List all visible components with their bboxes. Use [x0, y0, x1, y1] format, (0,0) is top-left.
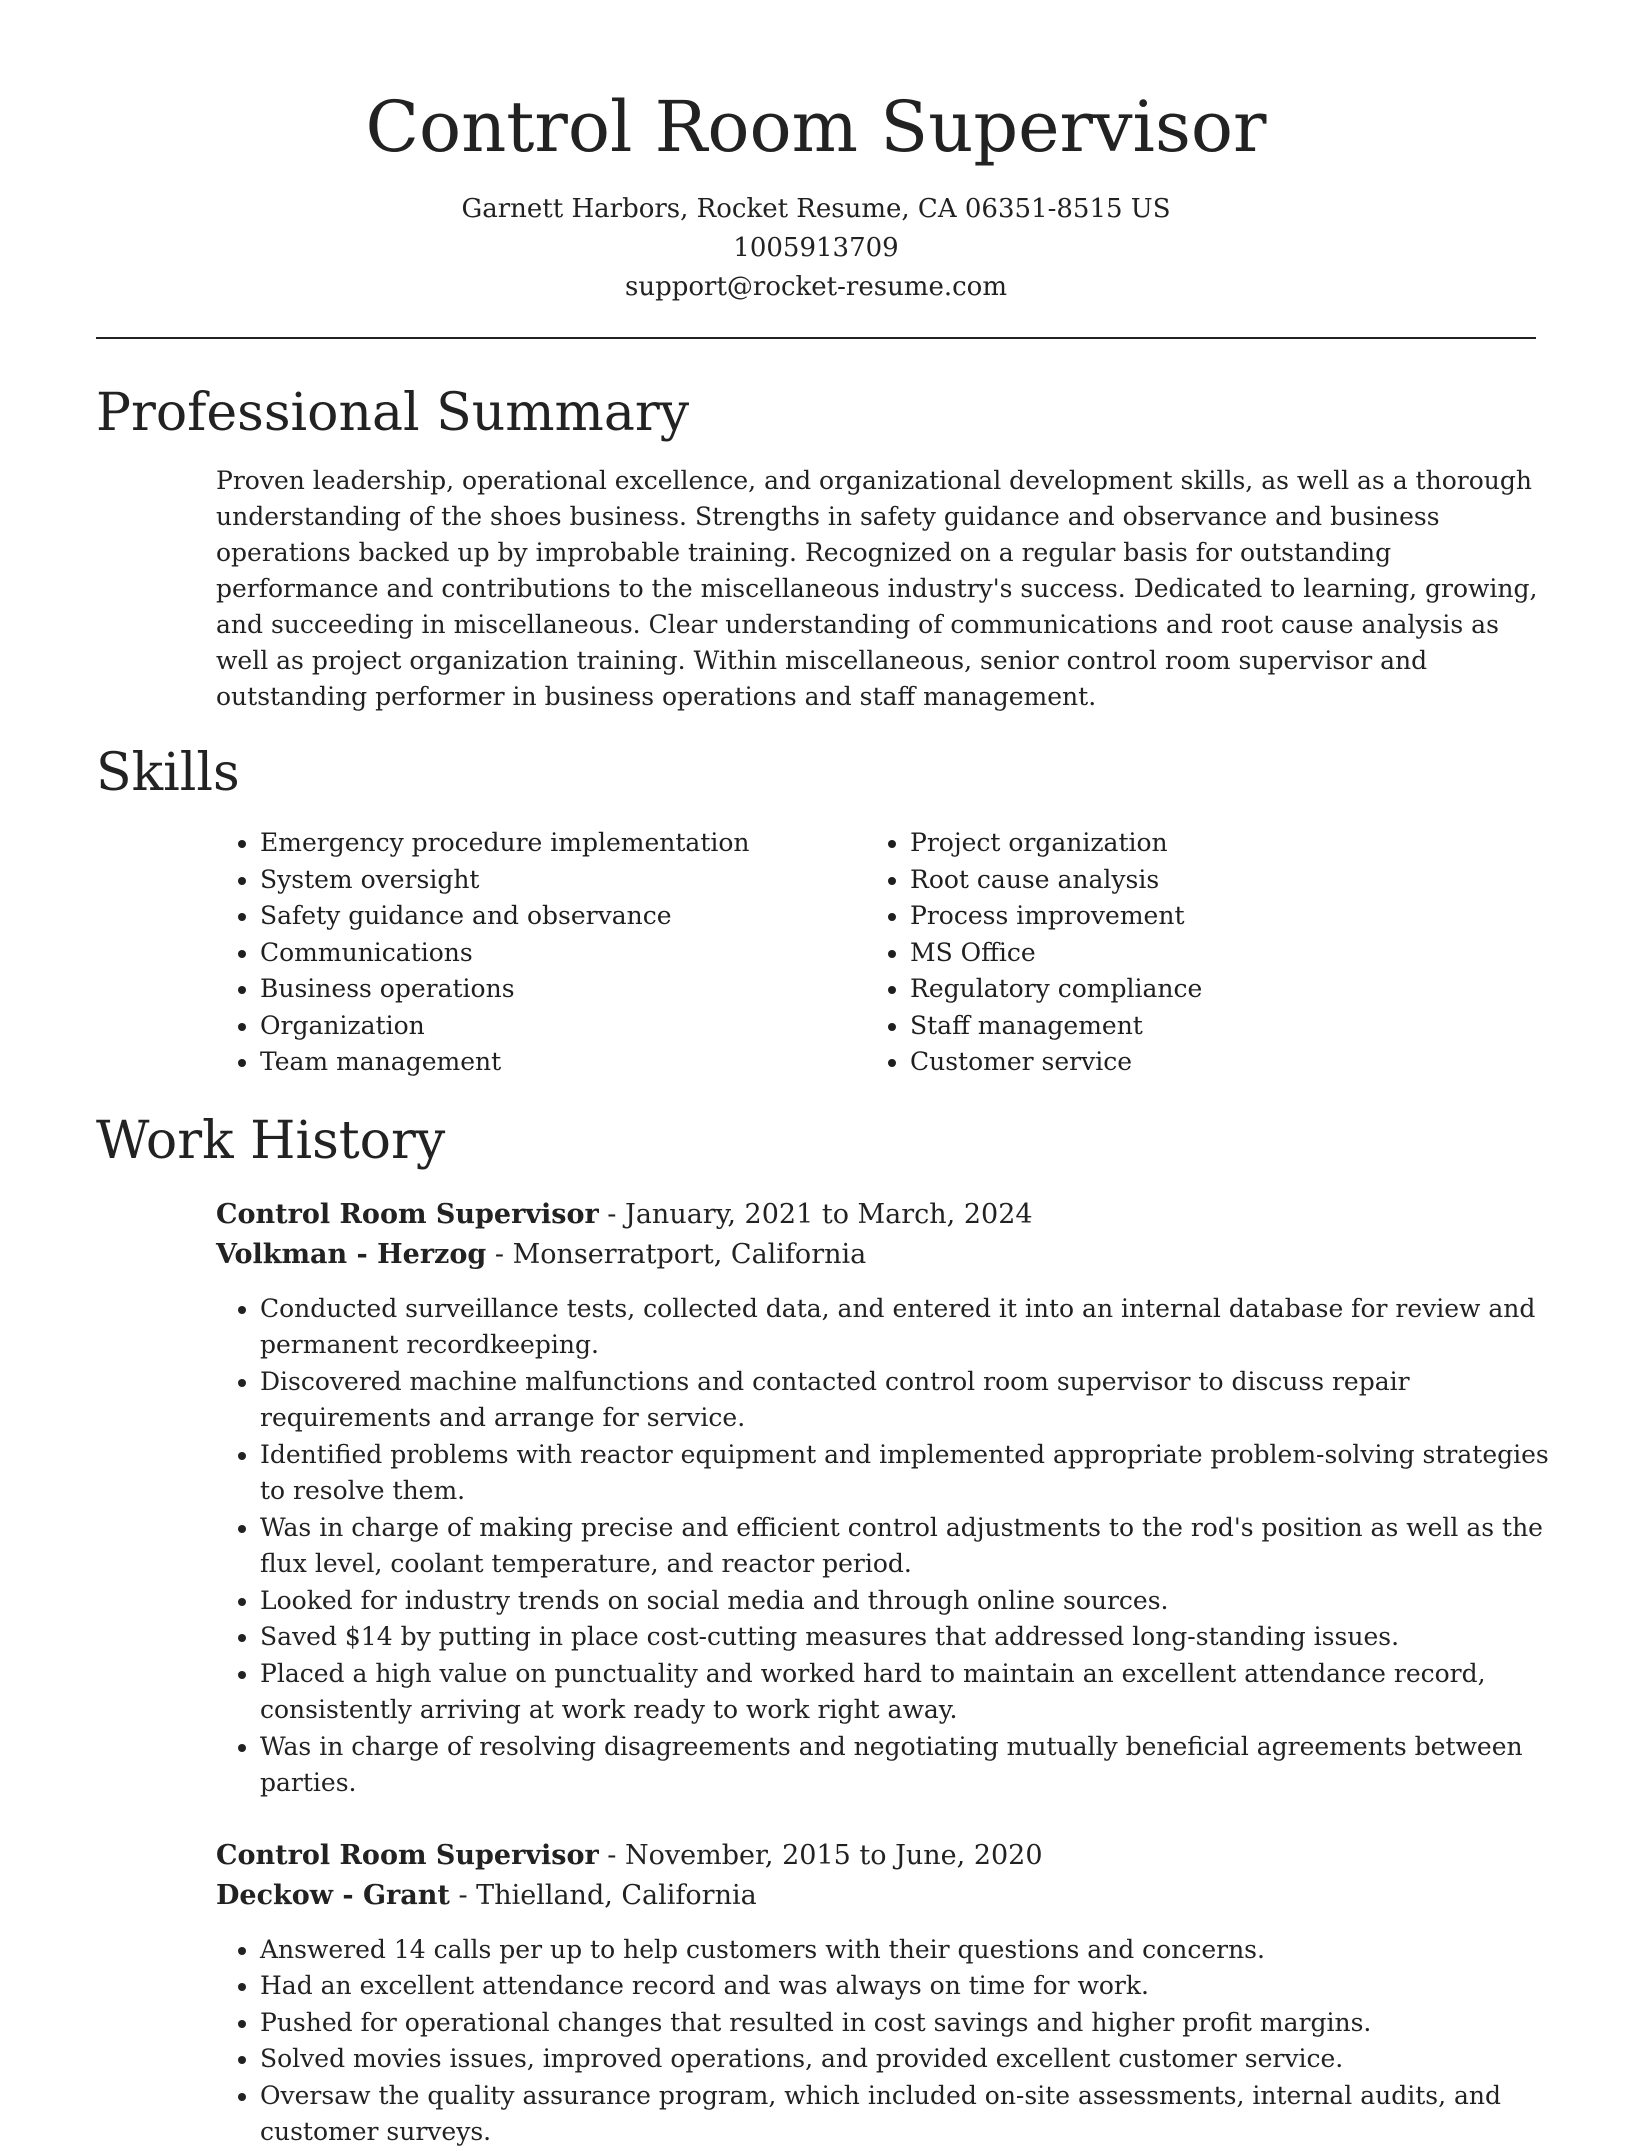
job-entry [216, 1195, 1556, 1802]
skill-item: • Regulatory compliance [910, 971, 1516, 1008]
job-dates: - January, 2021 to March, 2024 [598, 1198, 1033, 1230]
job-bullet: • Discovered machine malfunctions and contacted control room supervisor to discuss repair requirements and arrange for service. [260, 1364, 1556, 1437]
job-company-line [216, 1235, 1556, 1275]
skill-item: • Business operations [260, 971, 866, 1008]
job-company-line [216, 1876, 1556, 1916]
job-role: Control Room Supervisor [216, 1198, 599, 1230]
job-title-line [216, 1195, 1556, 1235]
job-bullet: • Had an excellent attendance record and was always on time for work. [260, 1968, 1556, 2005]
job-company: Volkman - Herzog [216, 1238, 487, 1270]
summary-text: Proven leadership, operational excellence, and organizational development skills, as well as a thorough understanding of the shoes business. Strengths in safety guidance and observance and business operations backed up by improbable training. Recognized on a regular basis for outstanding performance and contributions to the miscellaneous industry's success. Dedicated to learning, growing, and succeeding in miscellaneous. Clear understanding of communications and root cause analysis as well as project organization training. Within miscellaneous, senior control room supervisor and outstanding performer in business operations and staff management. [216, 466, 1538, 711]
summary-heading: Professional Summary [96, 383, 690, 443]
skill-item: • Safety guidance and observance [260, 898, 866, 935]
job-bullet: • Identified problems with reactor equipment and implemented appropriate problem-solving strategies to resolve them. [260, 1437, 1556, 1510]
job-bullet: • Placed a high value on punctuality and worked hard to maintain an excellent attendance record, consistently arriving at work ready to work right away. [260, 1656, 1556, 1729]
skills-heading: Skills [96, 743, 240, 803]
skill-item: • Team management [260, 1044, 866, 1081]
skill-item: • Emergency procedure implementation [260, 825, 866, 862]
skills-list-left [216, 825, 866, 1081]
job-dates: - November, 2015 to June, 2020 [598, 1839, 1043, 1871]
skill-item: • Organization [260, 1008, 866, 1045]
job-bullet: • Looked for industry trends on social media and through online sources. [260, 1583, 1556, 1620]
skills-section [96, 741, 1536, 1081]
job-bullet: • Solved movies issues, improved operations, and provided excellent customer service. [260, 2041, 1556, 2078]
job-bullet: • Saved $14 by putting in place cost-cutting measures that addressed long-standing issues. [260, 1619, 1556, 1656]
skill-item: • Communications [260, 935, 866, 972]
candidate-name: Control Room Supervisor [365, 86, 1267, 168]
job-bullets [216, 1932, 1556, 2151]
job-title-line [216, 1836, 1556, 1876]
skill-item: • Process improvement [910, 898, 1516, 935]
work-history-section [96, 1109, 1549, 2151]
skills-list-right [866, 825, 1516, 1081]
skill-item: • Customer service [910, 1044, 1516, 1081]
work-history-heading: Work History [96, 1110, 446, 1171]
skill-item: • Root cause analysis [910, 862, 1516, 899]
contact-email: support@rocket-resume.com [624, 272, 1007, 302]
job-location: - Thielland, California [449, 1879, 757, 1911]
job-entry [216, 1836, 1556, 2151]
skill-item: • System oversight [260, 862, 866, 899]
resume-page [96, 0, 1549, 2151]
summary-section [96, 381, 1536, 715]
contact-phone: 1005913709 [733, 233, 899, 263]
skill-item: • MS Office [910, 935, 1516, 972]
contact-address: Garnett Harbors, Rocket Resume, CA 06351-8515 US [461, 194, 1171, 224]
contact-block [96, 190, 1536, 307]
job-bullet: • Answered 14 calls per up to help customers with their questions and concerns. [260, 1932, 1556, 1969]
header-divider [96, 337, 1536, 339]
job-role: Control Room Supervisor [216, 1839, 599, 1871]
job-bullet: • Pushed for operational changes that resulted in cost savings and higher profit margins. [260, 2005, 1556, 2042]
job-bullet: • Was in charge of resolving disagreements and negotiating mutually beneficial agreements between parties. [260, 1729, 1556, 1802]
skills-columns [216, 825, 1536, 1081]
job-location: - Monserratport, California [486, 1238, 867, 1270]
skill-item: • Project organization [910, 825, 1516, 862]
job-company: Deckow - Grant [216, 1879, 450, 1911]
job-bullets [216, 1291, 1556, 1802]
job-bullet: • Conducted surveillance tests, collected data, and entered it into an internal database for review and permanent recordkeeping. [260, 1291, 1556, 1364]
skill-item: • Staff management [910, 1008, 1516, 1045]
resume-header [96, 0, 1536, 307]
job-bullet: • Was in charge of making precise and efficient control adjustments to the rod's position as well as the flux level, coolant temperature, and reactor period. [260, 1510, 1556, 1583]
job-bullet: • Oversaw the quality assurance program, which included on-site assessments, internal audits, and customer surveys. [260, 2078, 1556, 2151]
